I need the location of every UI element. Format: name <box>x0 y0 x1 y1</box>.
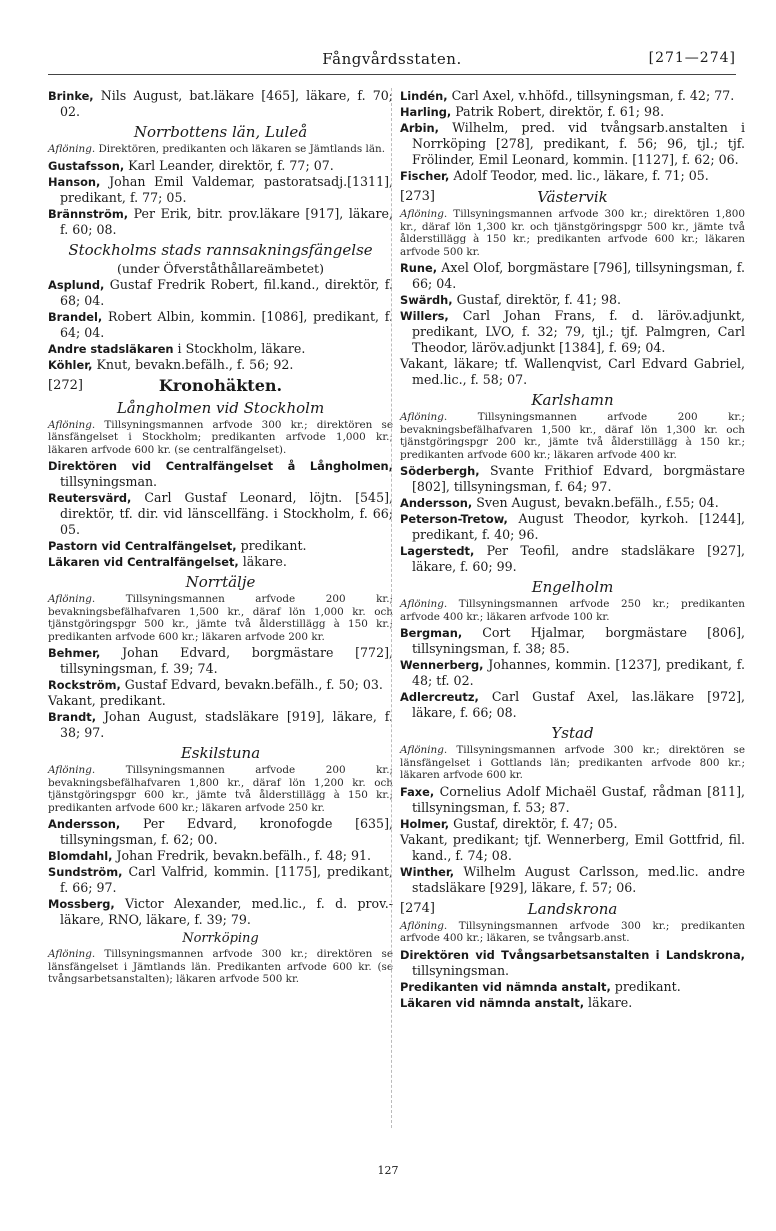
directory-entry <box>400 979 745 995</box>
section-title: Landskrona <box>527 899 618 918</box>
section-heading: Ystad <box>551 724 594 742</box>
entry-name: Fischer, <box>400 169 450 183</box>
entry-name: Brinke, <box>48 89 94 103</box>
directory-entry <box>48 174 393 206</box>
entry-details: Sven August, bevakn.befälh., f.55; 04. <box>472 495 719 510</box>
entry-details: Robert Albin, kommin. [1086], predikant, f. 64; 04. <box>60 308 393 340</box>
note-lead: Aflöning. <box>48 418 96 431</box>
entry-details: i Stockholm, läkare. <box>173 340 306 356</box>
directory-entry <box>48 816 393 848</box>
page-header <box>48 50 736 75</box>
entry-details: Carl Axel, v.hhöfd., tillsyningsman, f. 42; 77. <box>447 88 735 103</box>
entry-details: Vakant, läkare; tf. Wallenqvist, Carl Edvard Gabriel, med.lic., f. 58; 07. <box>400 356 745 387</box>
entry-name: Behmer, <box>48 646 101 660</box>
entry-details: Per Erik, bitr. prov.läkare [917], läkare, f. 60; 08. <box>60 205 393 237</box>
directory-entry <box>400 260 745 292</box>
entry-name: Direktören vid Centralfängelset å Långholmen, <box>48 459 393 473</box>
entry-name: Läkaren vid nämnda anstalt, <box>400 995 585 1010</box>
note-lead: Aflöning. <box>48 143 96 155</box>
entry-name: Swärdh, <box>400 293 453 307</box>
section-number: [272] <box>48 377 83 393</box>
entry-name: Asplund, <box>48 277 105 292</box>
entry-details: Johannes, kommin. [1237], predikant, f. 48; tf. 02. <box>412 657 745 688</box>
section-range: [271—274] <box>648 50 736 66</box>
entry-name: Arbin, <box>400 121 439 135</box>
directory-entry <box>400 625 745 657</box>
entry-details: Johan August, stadsläkare [919], läkare, f. 38; 97. <box>60 709 393 740</box>
numbered-section-heading <box>400 899 745 919</box>
directory-entry <box>400 308 745 356</box>
note-text: Tillsyningsmannen arfvode 300 kr.; direktören se länsfängelset i Jämtlands län. Predikanten arfvode 600 kr. (se tvångsarbetsanstalten); läkaren arfvode 500 kr. <box>48 948 393 985</box>
directory-entry <box>400 511 745 543</box>
directory-entry <box>48 357 393 373</box>
entry-details: läkare. <box>584 994 633 1010</box>
directory-entry <box>400 543 745 575</box>
directory-entry <box>400 816 745 832</box>
entry-details: Axel Olof, borgmästare [796], tillsyningsman, f. 66; 04. <box>412 260 745 291</box>
note-text: Tillsyningsmannen arfvode 300 kr.; direktören se länsfängelset i Stockholm; predikanten arfvode 1,000 kr.; läkaren arfvode 600 kr. (se centralfängelset). <box>48 418 393 456</box>
salary-note <box>400 598 745 623</box>
salary-note <box>400 411 745 461</box>
salary-note <box>48 143 393 156</box>
note-text: Tillsyningsmannen arfvode 200 kr.; bevakningsbefälhafvaren 1,500 kr., däraf lön 1,000 kr. och tjänstgöringspgr 500 kr., jämte två ålderstillägg à 150 kr.; predikanten arfvode 600 kr.; läkaren arfvode 200 kr. <box>48 593 393 643</box>
note-lead: Aflöning. <box>48 593 96 605</box>
entry-details: läkare. <box>238 554 287 569</box>
entry-details: Johan Fredrik, bevakn.befälh., f. 48; 91. <box>112 848 372 863</box>
entry-name: Brandt, <box>48 710 97 724</box>
note-lead: Aflöning. <box>400 598 448 610</box>
entry-details: Cornelius Adolf Michaël Gustaf, rådman [811], tillsyningsman, f. 53; 87. <box>412 783 745 815</box>
entry-details: tillsyningsman. <box>60 474 158 489</box>
entry-details: Cort Hjalmar, borgmästare [806], tillsyningsman, f. 38; 85. <box>412 625 745 656</box>
right-column <box>400 88 745 1011</box>
note-text: Tillsyningsmannen arfvode 200 kr.; bevakningsbefälhafvaren 1,500 kr., däraf lön 1,300 kr. och tjänstgöringspgr 200 kr., jämte två ålderstillägg à 150 kr.; predikanten arfvode 600 kr.; läkaren arfvode 400 kr. <box>400 411 745 461</box>
entry-details: Vakant, predikant. <box>48 693 166 708</box>
note-text: Tillsyningsmannen arfvode 200 kr.; bevakningsbefälhafvaren 1,800 kr., däraf lön 1,200 kr. och tjänstgöringspgr 600 kr., jämte två ålderstillägg à 150 kr.; predikanten arfvode 600 kr.; läkaren arfvode 250 kr. <box>48 764 393 814</box>
note-lead: Aflöning. <box>400 208 448 220</box>
entry-name: Harling, <box>400 105 452 119</box>
directory-entry <box>48 458 393 490</box>
entry-details: Carl Valfrid, kommin. [1175], predikant, f. 66; 97. <box>60 864 393 895</box>
entry-details: Gustaf, direktör, f. 41; 98. <box>452 292 622 307</box>
directory-entry <box>400 120 745 168</box>
entry-name: Rockström, <box>48 678 121 692</box>
entry-details: Wilhelm August Carlsson, med.lic. andre stadsläkare [929], läkare, f. 57; 06. <box>412 863 745 895</box>
directory-entry <box>400 104 745 120</box>
section-heading: Norrbottens län, Luleå <box>133 123 308 141</box>
entry-name: Pastorn vid Centralfängelset, <box>48 539 237 553</box>
entry-name: Lagerstedt, <box>400 544 475 558</box>
directory-entry <box>48 896 393 928</box>
entry-name: Söderbergh, <box>400 464 480 478</box>
salary-note <box>48 764 393 814</box>
directory-entry <box>400 947 745 979</box>
entry-details: Gustaf Fredrik Robert, fil.kand., direktör, f. 68; 04. <box>60 276 393 308</box>
salary-note <box>48 948 393 986</box>
page-title: Fångvårdsstaten. <box>322 50 462 68</box>
note-lead: Aflöning. <box>48 764 96 776</box>
note-text: Tillsyningsmannen arfvode 300 kr.; direktören 1,800 kr., däraf lön 1,300 kr. och tjänstgöringspgr 500 kr., jämte två ålderstillägg à 150 kr.; predikanten arfvode 600 kr.; läkaren arfvode 500 kr. <box>400 208 745 258</box>
numbered-section-heading <box>48 376 393 396</box>
directory-entry <box>400 657 745 689</box>
entry-name: Gustafsson, <box>48 158 125 173</box>
left-column <box>48 88 393 988</box>
entry-details: Gustaf Edvard, bevakn.befälh., f. 50; 03. <box>120 677 383 692</box>
entry-details: Karl Leander, direktör, f. 77; 07. <box>124 157 334 173</box>
directory-entry <box>400 292 745 308</box>
entry-details: tillsyningsman. <box>412 962 510 978</box>
section-heading: Norrköping <box>182 931 259 946</box>
directory-entry <box>48 554 393 570</box>
entry-details: Carl Johan Frans, f. d. läröv.adjunkt, predikant, LVO, f. 32; 79, tjl.; tjf. Palmgren, Carl Theodor, läröv.adjunkt [1384], f. 69; 04. <box>412 308 745 355</box>
entry-name: Wennerberg, <box>400 658 484 672</box>
entry-name: Läkaren vid Centralfängelset, <box>48 555 239 569</box>
entry-name: Brännström, <box>48 206 129 221</box>
entry-details: Johan Emil Valdemar, pastoratsadj.[1311], predikant, f. 77; 05. <box>60 173 393 205</box>
entry-details: predikant. <box>610 978 681 994</box>
entry-details: Per Edvard, kronofogde [635], tillsyningsman, f. 62; 00. <box>60 816 393 847</box>
entry-details: August Theodor, kyrkoh. [1244], predikant, f. 40; 96. <box>412 511 745 542</box>
directory-entry <box>400 832 745 864</box>
page-number: 127 <box>377 1164 399 1177</box>
entry-name: Peterson-Tretow, <box>400 512 508 526</box>
directory-entry <box>400 784 745 816</box>
entry-details: predikant. <box>236 538 307 553</box>
directory-entry <box>400 689 745 721</box>
entry-name: Holmer, <box>400 816 450 831</box>
salary-note <box>400 208 745 258</box>
salary-note <box>48 419 393 457</box>
entry-name: Rune, <box>400 261 438 275</box>
note-lead: Aflöning. <box>48 948 96 960</box>
entry-details: Vakant, predikant; tjf. Wennerberg, Emil Gottfrid, fil. kand., f. 74; 08. <box>400 831 745 863</box>
entry-name: Hanson, <box>48 174 101 189</box>
entry-details: Victor Alexander, med.lic., f. d. prov.-läkare, RNO, läkare, f. 39; 79. <box>60 896 393 927</box>
directory-entry <box>48 677 393 693</box>
entry-details: Johan Edvard, borgmästare [772], tillsyningsman, f. 39; 74. <box>60 645 393 676</box>
salary-note <box>48 593 393 643</box>
entry-name: Köhler, <box>48 357 93 372</box>
directory-entry <box>400 864 745 896</box>
directory-entry <box>48 88 393 120</box>
section-title: Kronohäkten. <box>158 375 283 395</box>
entry-details: Nils August, bat.läkare [465], läkare, f. 70; 02. <box>60 88 393 119</box>
directory-entry <box>48 848 393 864</box>
directory-entry <box>400 463 745 495</box>
note-lead: Aflöning. <box>400 919 448 932</box>
entry-details: Svante Frithiof Edvard, borgmästare [802], tillsyningsman, f. 64; 97. <box>412 463 745 494</box>
directory-entry <box>48 158 393 174</box>
directory-entry <box>48 538 393 554</box>
directory-entry <box>400 995 745 1011</box>
entry-details: Adolf Teodor, med. lic., läkare, f. 71; 05. <box>449 168 709 183</box>
section-title: Västervik <box>537 188 608 206</box>
section-subheading: (under Öfverståthållareämbetet) <box>117 260 324 276</box>
section-heading: Eskilstuna <box>180 744 261 762</box>
section-heading: Långholmen vid Stockholm <box>116 398 325 417</box>
directory-entry <box>48 490 393 538</box>
directory-entry <box>48 693 393 709</box>
entry-details: Wilhelm, pred. vid tvångsarb.anstalten i Norrköping [278], predikant, f. 56; 96, tjl.; tjf. Frölinder, Emil Leonard, kommin. [1127], f. 62; 06. <box>412 120 745 167</box>
entry-details: Carl Gustaf Leonard, löjtn. [545], direktör, tf. dir. vid länscellfäng. i Stockholm, f. 66; 05. <box>60 490 393 537</box>
entry-name: Bergman, <box>400 626 463 640</box>
numbered-section-heading <box>400 187 745 207</box>
column-divider <box>391 88 392 1128</box>
entry-details: Patrik Robert, direktör, f. 61; 98. <box>451 104 665 119</box>
entry-details: Gustaf, direktör, f. 47; 05. <box>449 815 618 831</box>
salary-note <box>400 744 745 782</box>
section-number: [274] <box>400 900 435 916</box>
note-lead: Aflöning. <box>400 744 448 756</box>
entry-name: Mossberg, <box>48 897 115 911</box>
directory-entry <box>48 206 393 238</box>
note-text: Tillsyningsmannen arfvode 300 kr.; predikanten arfvode 400 kr.; läkaren, se tvångsarb.anst. <box>400 919 745 944</box>
entry-details: Carl Gustaf Axel, las.läkare [972], läkare, f. 66; 08. <box>412 689 745 720</box>
section-number: [273] <box>400 189 435 204</box>
entry-name: Willers, <box>400 309 449 323</box>
section-heading: Engelholm <box>531 578 614 596</box>
note-lead: Aflöning. <box>400 411 448 423</box>
directory-entry <box>48 341 393 357</box>
directory-entry <box>400 88 745 104</box>
entry-details: Per Teofil, andre stadsläkare [927], läkare, f. 60; 99. <box>412 543 745 574</box>
directory-entry <box>48 864 393 896</box>
entry-name: Lindén, <box>400 89 448 103</box>
note-text: Tillsyningsmannen arfvode 250 kr.; predikanten arfvode 400 kr.; läkaren arfvode 100 kr. <box>400 598 745 623</box>
note-text: Direktören, predikanten och läkaren se Jämtlands län. <box>95 143 386 155</box>
entry-name: Winther, <box>400 864 455 879</box>
note-text: Tillsyningsmannen arfvode 300 kr.; direktören se länsfängelset i Gottlands län; predikanten arfvode 800 kr.; läkaren arfvode 600 kr. <box>400 744 745 781</box>
entry-name: Faxe, <box>400 784 435 799</box>
entry-name: Andersson, <box>48 817 121 831</box>
directory-entry <box>400 495 745 511</box>
directory-entry <box>48 309 393 341</box>
entry-name: Sundström, <box>48 865 123 879</box>
entry-name: Direktören vid Tvångsarbetsanstalten i Landskrona, <box>400 947 745 962</box>
entry-name: Adlercreutz, <box>400 690 479 704</box>
entry-name: Andre stadsläkaren <box>48 341 174 356</box>
entry-name: Predikanten vid nämnda anstalt, <box>400 979 611 994</box>
entry-name: Brandel, <box>48 309 103 324</box>
directory-entry <box>400 168 745 184</box>
salary-note <box>400 920 745 945</box>
entry-name: Andersson, <box>400 496 473 510</box>
directory-entry <box>48 709 393 741</box>
directory-entry <box>48 277 393 309</box>
directory-entry <box>48 645 393 677</box>
section-heading: Stockholms stads rannsakningsfängelse <box>68 240 373 259</box>
entry-name: Reutersvärd, <box>48 491 132 505</box>
directory-entry <box>400 356 745 388</box>
entry-name: Blomdahl, <box>48 849 113 863</box>
section-heading: Norrtälje <box>185 573 256 591</box>
entry-details: Knut, bevakn.befälh., f. 56; 92. <box>92 356 294 372</box>
section-heading: Karlshamn <box>531 391 614 409</box>
